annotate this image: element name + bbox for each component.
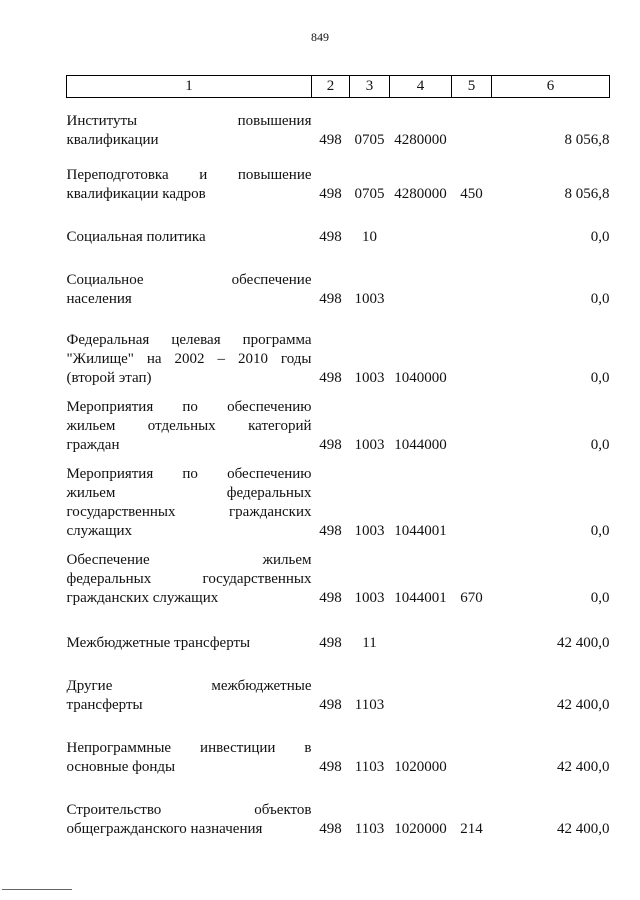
amount-cell: 0,0 xyxy=(590,229,610,245)
table-row xyxy=(67,634,610,653)
row-spacer xyxy=(67,455,610,465)
expense-type-cell: 670 xyxy=(460,590,483,606)
item-name-cell xyxy=(67,112,312,150)
row-spacer-cell xyxy=(67,247,610,271)
target-article-cell: 1020000 xyxy=(394,759,447,775)
amount-cell: 42 400,0 xyxy=(557,697,610,713)
expense-type-cell xyxy=(452,112,492,150)
row-spacer xyxy=(67,541,610,551)
table-row xyxy=(67,398,610,455)
header-col-razdel: 3 xyxy=(350,76,390,98)
amount-cell: 8 056,8 xyxy=(564,132,610,148)
expense-type-cell: 214 xyxy=(460,821,483,837)
table-row xyxy=(67,228,610,247)
page-number: 849 xyxy=(311,30,329,44)
section-code-cell: 11 xyxy=(362,635,377,651)
row-spacer xyxy=(67,388,610,398)
item-name-line: трансферты xyxy=(66,697,143,713)
ministry-code-cell: 498 xyxy=(319,370,342,386)
ministry-code-cell: 498 xyxy=(319,590,342,606)
item-name-cell xyxy=(67,398,312,455)
item-name-line: государственных гражданских xyxy=(66,504,312,520)
section-code-cell: 1003 xyxy=(354,437,385,453)
row-spacer-cell xyxy=(67,204,610,228)
row-spacer-cell xyxy=(67,653,610,677)
amount-cell: 0,0 xyxy=(590,291,610,307)
row-spacer-cell xyxy=(67,150,610,166)
row-spacer xyxy=(67,653,610,677)
ministry-code-cell: 498 xyxy=(319,697,342,713)
amount-cell: 0,0 xyxy=(590,437,610,453)
expense-type-cell: 450 xyxy=(460,186,483,202)
item-name-cell xyxy=(67,551,312,608)
item-name-line: жильем федеральных xyxy=(66,485,312,501)
amount-cell: 42 400,0 xyxy=(557,635,610,651)
amount-cell: 0,0 xyxy=(590,523,610,539)
item-name-line: квалификации кадров xyxy=(66,186,206,202)
item-name-line: Межбюджетные трансферты xyxy=(66,635,251,651)
section-code-cell: 0705 xyxy=(354,186,385,202)
target-article-cell xyxy=(390,677,452,715)
row-spacer-cell xyxy=(67,541,610,551)
target-article-cell: 1044000 xyxy=(394,437,447,453)
row-spacer xyxy=(67,247,610,271)
item-name-line: жильем отдельных категорий xyxy=(66,418,312,434)
row-spacer-cell xyxy=(67,388,610,398)
target-article-cell: 4280000 xyxy=(394,132,447,148)
ministry-code-cell: 498 xyxy=(319,229,342,245)
ministry-code-cell: 498 xyxy=(319,291,342,307)
item-name-line: Мероприятия по обеспечению xyxy=(66,466,312,482)
item-name-line: Непрограммные инвестиции в xyxy=(66,740,312,756)
target-article-cell: 1020000 xyxy=(394,821,447,837)
ministry-code-cell: 498 xyxy=(319,759,342,775)
table-row xyxy=(67,801,610,839)
item-name-line: Обеспечение жильем xyxy=(66,552,312,568)
section-code-cell: 1103 xyxy=(354,821,385,837)
item-name-line: квалификации xyxy=(66,132,159,148)
table-row xyxy=(67,739,610,777)
item-name-cell xyxy=(67,739,312,777)
row-spacer-cell xyxy=(67,777,610,801)
item-name-line: (второй этап) xyxy=(66,370,152,386)
item-name-line: общегражданского назначения xyxy=(66,821,263,837)
item-name-line: Социальная политика xyxy=(66,229,206,245)
item-name-line: федеральных государственных xyxy=(66,571,312,587)
item-name-cell xyxy=(67,801,312,839)
amount-cell: 42 400,0 xyxy=(557,759,610,775)
item-name-line: основные фонды xyxy=(66,759,176,775)
expense-type-cell xyxy=(452,739,492,777)
ministry-code-cell: 498 xyxy=(319,186,342,202)
expense-type-cell xyxy=(452,677,492,715)
row-spacer-cell xyxy=(67,455,610,465)
expense-type-cell xyxy=(452,228,492,247)
target-article-cell xyxy=(390,271,452,309)
target-article-cell xyxy=(390,228,452,247)
section-code-cell: 1103 xyxy=(354,759,385,775)
section-code-cell: 1003 xyxy=(354,590,385,606)
expense-type-cell xyxy=(452,398,492,455)
ministry-code-cell: 498 xyxy=(319,523,342,539)
table-body xyxy=(67,98,610,840)
budget-table xyxy=(66,75,610,839)
row-spacer xyxy=(67,608,610,634)
item-name-line: Мероприятия по обеспечению xyxy=(66,399,312,415)
amount-cell: 0,0 xyxy=(590,590,610,606)
expense-type-cell xyxy=(452,331,492,388)
item-name-line: Федеральная целевая программа xyxy=(66,332,312,348)
row-spacer xyxy=(67,150,610,166)
row-spacer xyxy=(67,204,610,228)
amount-cell: 0,0 xyxy=(590,370,610,386)
header-col-csr: 4 xyxy=(390,76,452,98)
table-row xyxy=(67,551,610,608)
table-row xyxy=(67,271,610,309)
table-row xyxy=(67,166,610,204)
item-name-line: служащих xyxy=(66,523,133,539)
item-name-line: Социальное обеспечение xyxy=(66,272,312,288)
row-spacer-cell xyxy=(67,98,610,113)
item-name-cell xyxy=(67,331,312,388)
target-article-cell: 4280000 xyxy=(394,186,447,202)
header-col-amount: 6 xyxy=(492,76,610,98)
table-row xyxy=(67,112,610,150)
row-spacer xyxy=(67,715,610,739)
table-row xyxy=(67,677,610,715)
header-col-vr: 5 xyxy=(452,76,492,98)
item-name-line: гражданских служащих xyxy=(66,590,219,606)
header-col-ved: 2 xyxy=(312,76,350,98)
ministry-code-cell: 498 xyxy=(319,132,342,148)
row-spacer-cell xyxy=(67,608,610,634)
item-name-cell xyxy=(67,166,312,204)
section-code-cell: 1003 xyxy=(354,523,385,539)
footnote-rule xyxy=(2,889,72,890)
amount-cell: 42 400,0 xyxy=(557,821,610,837)
row-spacer-cell xyxy=(67,309,610,331)
item-name-line: Другие межбюджетные xyxy=(66,678,312,694)
expense-type-cell xyxy=(452,465,492,541)
table-row xyxy=(67,331,610,388)
header-col-name: 1 xyxy=(67,76,312,98)
row-spacer xyxy=(67,309,610,331)
item-name-cell xyxy=(67,271,312,309)
item-name-cell xyxy=(67,677,312,715)
item-name-cell xyxy=(67,634,312,653)
item-name-line: граждан xyxy=(66,437,120,453)
item-name-cell xyxy=(67,228,312,247)
section-code-cell: 1003 xyxy=(354,370,385,386)
ministry-code-cell: 498 xyxy=(319,437,342,453)
table-row xyxy=(67,465,610,541)
section-code-cell: 1003 xyxy=(354,291,385,307)
expense-type-cell xyxy=(452,271,492,309)
target-article-cell: 1044001 xyxy=(394,523,447,539)
ministry-code-cell: 498 xyxy=(319,821,342,837)
ministry-code-cell: 498 xyxy=(319,635,342,651)
section-code-cell: 10 xyxy=(362,229,377,245)
item-name-line: "Жилище" на 2002 – 2010 годы xyxy=(66,351,312,367)
section-code-cell: 1103 xyxy=(354,697,385,713)
section-code-cell: 0705 xyxy=(354,132,385,148)
item-name-line: населения xyxy=(66,291,132,307)
item-name-line: Строительство объектов xyxy=(66,802,312,818)
amount-cell: 8 056,8 xyxy=(564,186,610,202)
target-article-cell: 1040000 xyxy=(394,370,447,386)
row-spacer xyxy=(67,777,610,801)
header-row xyxy=(67,76,610,98)
item-name-line: Институты повышения xyxy=(66,113,312,129)
row-spacer-cell xyxy=(67,715,610,739)
target-article-cell: 1044001 xyxy=(394,590,447,606)
expense-type-cell xyxy=(452,634,492,653)
item-name-line: Переподготовка и повышение xyxy=(66,167,312,183)
item-name-cell xyxy=(67,465,312,541)
row-spacer xyxy=(67,98,610,113)
target-article-cell xyxy=(390,634,452,653)
